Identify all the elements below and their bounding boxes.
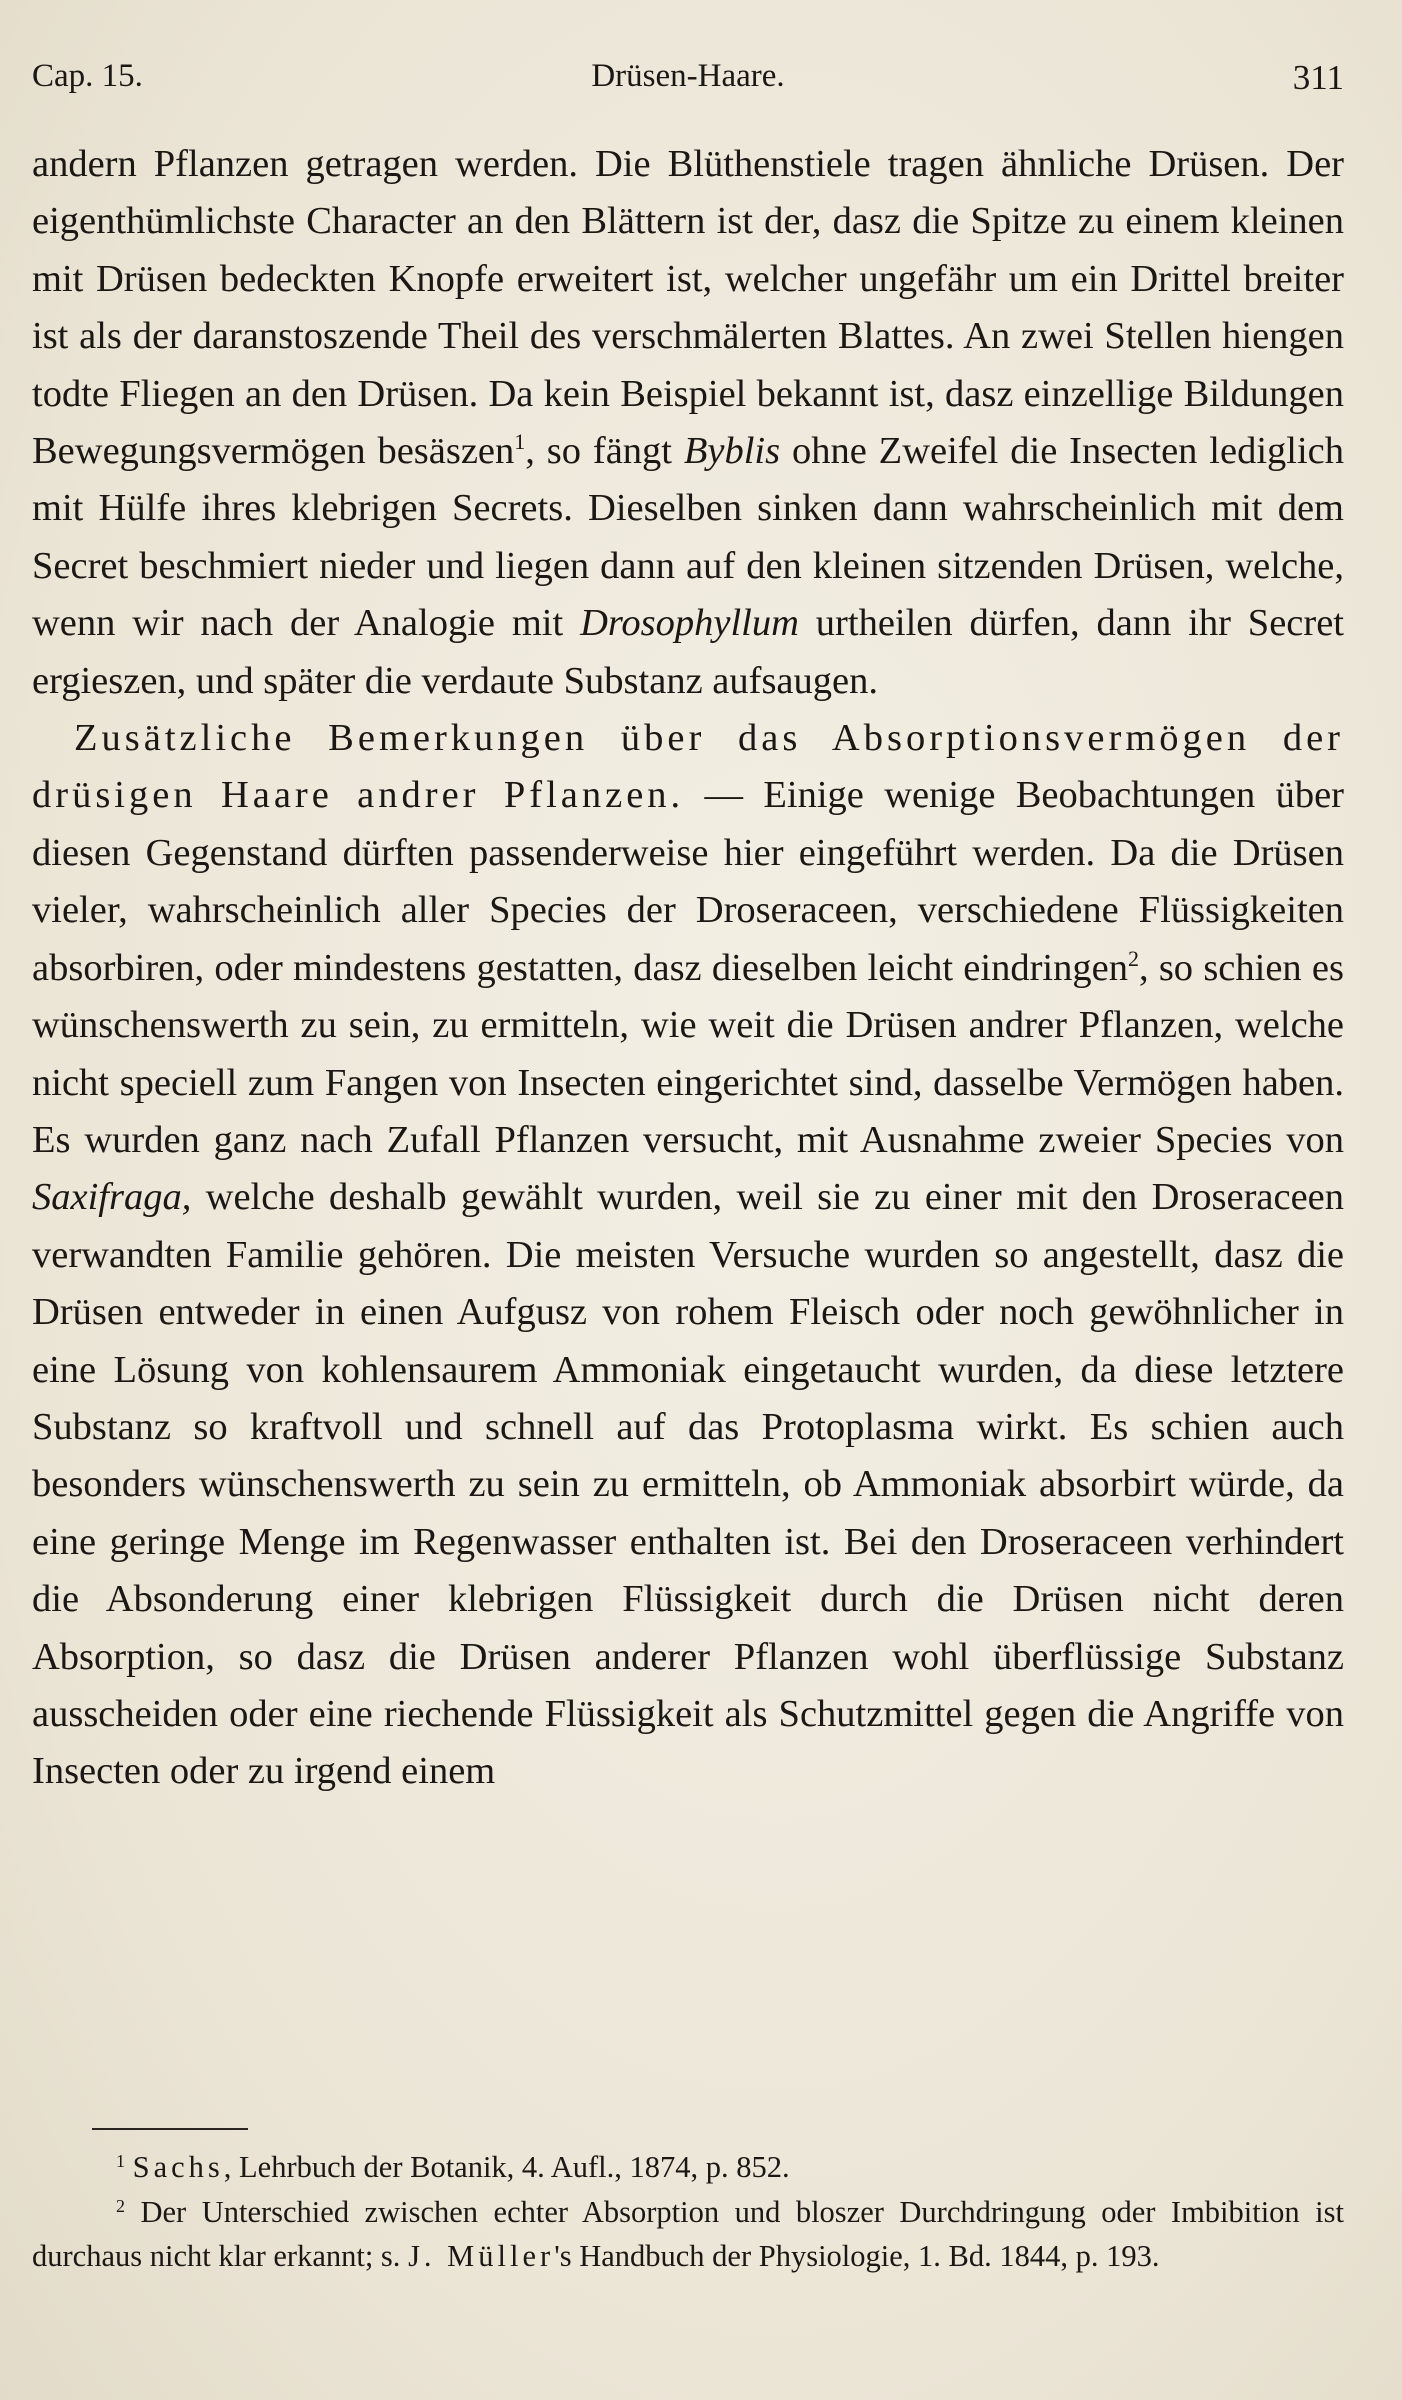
genus-saxifraga: Saxifraga,	[32, 1176, 192, 1219]
page-number: 311	[1292, 58, 1344, 97]
footnote-marker-2: 2	[116, 2195, 125, 2216]
main-text	[32, 136, 1344, 1801]
section-heading: Zusätzliche Bemerkungen über das Absorptionsvermögen der drüsigen Haare andrer Pflanzen.	[32, 717, 1344, 817]
author-mueller: J. Müller	[408, 2239, 555, 2273]
footnote-text: Der Unterschied zwischen echter Absorption und bloszer Durchdringung oder Imbibition ist durchaus nicht klar erkannt; s.	[32, 2194, 1344, 2273]
footnote-1	[32, 2145, 1344, 2190]
text-run: welche deshalb gewählt wurden, weil sie zu einer mit den Droseraceen verwandten Familie gehören. Die meisten Versuche wurden so angestellt, dasz die Drüsen entweder in einen Aufgusz von rohem Fleisch oder noch gewöhnlicher in eine Lösung von kohlensaurem Ammoniak eingetaucht wurden, da diese letztere Substanz so kraftvoll und schnell auf das Protoplasma wirkt. Es schien auch besonders wünschenswerth zu sein zu ermitteln, ob Ammoniak absorbirt würde, da eine geringe Menge im Regenwasser enthalten ist. Bei den Droseraceen verhindert die Absonderung einer klebrigen Flüssigkeit durch die Drüsen nicht deren Absorption, so dasz die Drüsen anderer Pflanzen wohl überflüssige Substanz ausscheiden oder eine riechende Flüssigkeit als Schutzmittel gegen die Angriffe von Insecten oder zu irgend einem	[32, 1176, 1344, 1793]
footnote-marker-1: 1	[116, 2151, 125, 2171]
footnote-ref-1: 1	[514, 429, 526, 455]
text-run: urtheilen dürfen, dann ihr Secret ergieszen, und später die verdaute Substanz aufsaugen.	[32, 602, 1344, 702]
text-run: ohne Zweifel die Insecten lediglich mit Hülfe ihres klebrigen Secrets. Dieselben sinken dann wahrscheinlich mit dem Secret beschmiert nieder und liegen dann auf den kleinen sitzenden Drüsen, welche, wenn wir nach der Analogie mit	[32, 430, 1345, 645]
author-sachs: Sachs	[132, 2150, 224, 2184]
text-run: , so schien es wünschenswerth zu sein, zu ermitteln, wie weit die Drüsen andrer Pflanzen, welche nicht speciell zum Fangen von Insecten eingerichtet sind, dasselbe Vermögen haben. Es wurden ganz nach Zufall Pflanzen versucht, mit Ausnahme zweier Species von	[32, 946, 1344, 1161]
chapter-label: Cap. 15.	[32, 58, 143, 94]
footnotes	[32, 2145, 1344, 2279]
text-run: andern Pflanzen getragen werden. Die Blüthenstiele tragen ähnliche Drüsen. Der eigenthümlichste Character an den Blättern ist der, dasz die Spitze zu einem kleinen mit Drüsen bedeckten Knopfe erweitert ist, welcher ungefähr um ein Drittel breiter ist als der daranstoszende Theil des verschmälerten Blattes. An zwei Stellen hiengen todte Fliegen an den Drüsen. Da kein Beispiel bekannt ist, dasz einzellige Bildungen Bewegungsvermögen besäszen	[32, 143, 1344, 473]
footnote-text: 's Handbuch der Physiologie, 1. Bd. 1844, p. 193.	[554, 2239, 1160, 2273]
genus-byblis: Byblis	[683, 430, 781, 473]
footnote-ref-2: 2	[1127, 945, 1139, 971]
running-header	[32, 58, 1344, 110]
genus-drosophyllum: Drosophyllum	[580, 602, 799, 645]
footnote-2	[32, 2190, 1344, 2279]
footnote-divider	[92, 2128, 248, 2130]
text-run: — Einige wenige Beobachtungen über diesen Gegenstand dürften passenderweise hier eingeführt werden. Da die Drüsen vieler, wahrscheinlich aller Species der Droseraceen, verschiedene Flüssigkeiten absorbiren, oder mindestens gestatten, dasz dieselben leicht eindringen	[32, 774, 1344, 989]
running-title: Drüsen-Haare.	[591, 58, 785, 94]
paragraph-absorption	[32, 710, 1344, 1801]
footnote-text: , Lehrbuch der Botanik, 4. Aufl., 1874, p. 852.	[223, 2150, 790, 2184]
text-run: , so fängt	[525, 430, 684, 473]
paragraph-byblis	[32, 136, 1344, 710]
